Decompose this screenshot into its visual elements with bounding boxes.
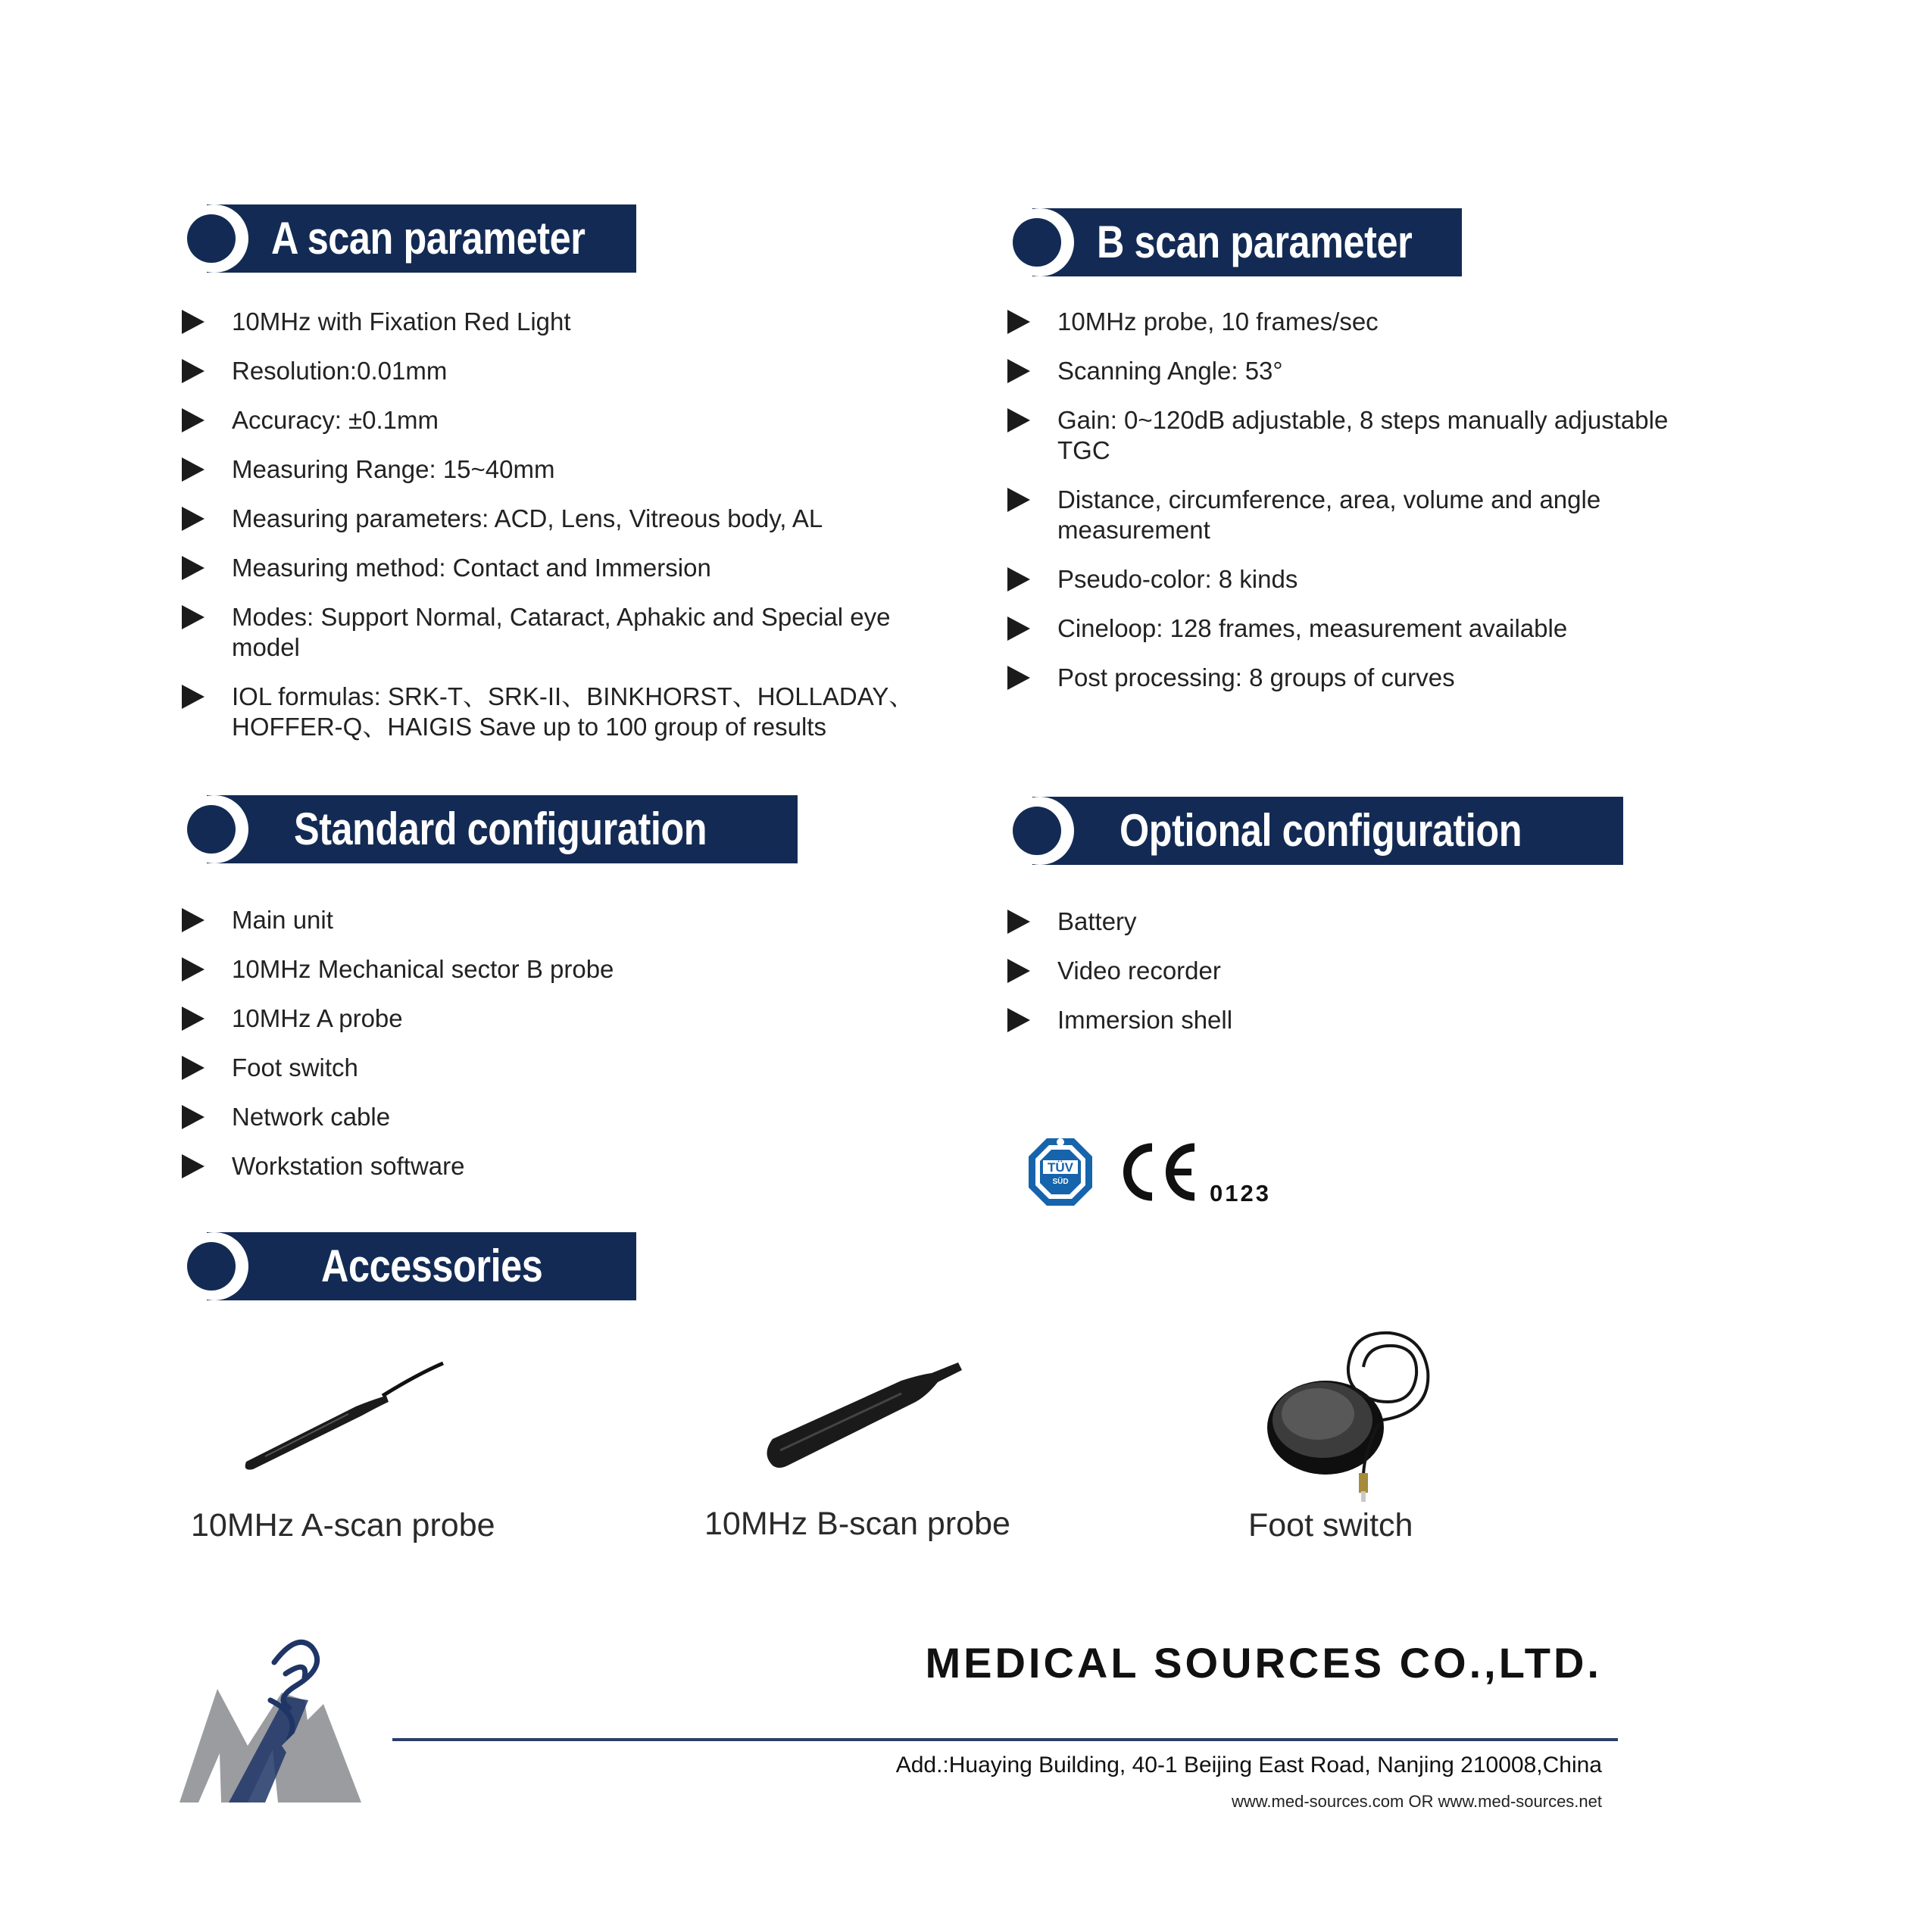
list-item: 10MHz Mechanical sector B probe	[182, 954, 863, 985]
company-name: MEDICAL SOURCES CO.,LTD.	[925, 1639, 1602, 1687]
triangle-bullet-icon	[1007, 408, 1030, 432]
list-item: Workstation software	[182, 1151, 863, 1181]
triangle-bullet-icon	[1007, 616, 1030, 641]
standard-config-list	[182, 905, 863, 1181]
a-scan-header	[180, 204, 636, 273]
svg-text:SÜD: SÜD	[1052, 1178, 1069, 1186]
b-scan-list	[1007, 307, 1704, 693]
tuv-certification-icon	[1026, 1136, 1095, 1208]
b-scan-title: B scan parameter	[1097, 217, 1413, 267]
bullet-circle-icon	[187, 805, 236, 854]
optional-config-list	[1007, 907, 1689, 1035]
bullet-circle-icon	[1013, 218, 1061, 267]
bullet-circle-icon	[187, 214, 236, 263]
list-item: Measuring parameters: ACD, Lens, Vitreous body, AL	[182, 504, 932, 534]
list-item: Cineloop: 128 frames, measurement available	[1007, 613, 1704, 644]
optional-config-title: Optional configuration	[1120, 805, 1522, 856]
triangle-bullet-icon	[182, 1105, 205, 1129]
a-scan-list	[182, 307, 932, 742]
standard-config-header	[180, 795, 798, 863]
optional-config-header	[1006, 797, 1623, 865]
list-item: Modes: Support Normal, Cataract, Aphakic and Special eye model	[182, 602, 959, 663]
footer-divider	[392, 1738, 1618, 1741]
triangle-bullet-icon	[182, 957, 205, 982]
triangle-bullet-icon	[1007, 910, 1030, 934]
triangle-bullet-icon	[1007, 359, 1030, 383]
list-item: Measuring method: Contact and Immersion	[182, 553, 932, 583]
list-item: Measuring Range: 15~40mm	[182, 454, 932, 485]
list-item: Post processing: 8 groups of curves	[1007, 663, 1704, 693]
b-scan-header	[1006, 208, 1462, 276]
a-scan-probe-image	[235, 1352, 454, 1473]
triangle-bullet-icon	[182, 908, 205, 932]
list-item: 10MHz A probe	[182, 1003, 863, 1034]
bullet-circle-icon	[1013, 807, 1061, 855]
triangle-bullet-icon	[1007, 1008, 1030, 1032]
list-item: 10MHz with Fixation Red Light	[182, 307, 932, 337]
triangle-bullet-icon	[182, 685, 205, 709]
list-item: IOL formulas: SRK-T、SRK-II、BINKHORST、HOLLADAY、HOFFER-Q、HAIGIS Save up to 100 group of results	[182, 682, 959, 742]
triangle-bullet-icon	[182, 359, 205, 383]
accessories-title: Accessories	[321, 1241, 543, 1291]
triangle-bullet-icon	[182, 605, 205, 629]
list-item: Video recorder	[1007, 956, 1689, 986]
triangle-bullet-icon	[182, 1154, 205, 1178]
list-item: Main unit	[182, 905, 863, 935]
b-scan-probe-caption: 10MHz B-scan probe	[704, 1506, 1010, 1542]
bullet-circle-icon	[187, 1242, 236, 1291]
list-item: Gain: 0~120dB adjustable, 8 steps manually adjustable TGC	[1007, 405, 1704, 466]
list-item: Network cable	[182, 1102, 863, 1132]
svg-text:TÜV: TÜV	[1048, 1160, 1073, 1175]
foot-switch-image	[1257, 1322, 1447, 1503]
list-item: Immersion shell	[1007, 1005, 1689, 1035]
foot-switch-caption: Foot switch	[1248, 1507, 1413, 1543]
triangle-bullet-icon	[1007, 567, 1030, 591]
ce-number: 0123	[1210, 1180, 1271, 1206]
company-logo	[176, 1632, 380, 1806]
triangle-bullet-icon	[1007, 488, 1030, 512]
list-item: Scanning Angle: 53°	[1007, 356, 1704, 386]
triangle-bullet-icon	[182, 457, 205, 482]
triangle-bullet-icon	[182, 556, 205, 580]
triangle-bullet-icon	[182, 507, 205, 531]
list-item: Battery	[1007, 907, 1689, 937]
list-item: Pseudo-color: 8 kinds	[1007, 564, 1704, 595]
ce-mark-icon	[1119, 1140, 1202, 1204]
company-websites: www.med-sources.com OR www.med-sources.net	[1231, 1792, 1602, 1811]
company-address: Add.:Huaying Building, 40-1 Beijing East Road, Nanjing 210008,China	[895, 1753, 1602, 1778]
list-item: Foot switch	[182, 1053, 863, 1083]
triangle-bullet-icon	[182, 1007, 205, 1031]
list-item: Accuracy: ±0.1mm	[182, 405, 932, 435]
triangle-bullet-icon	[1007, 310, 1030, 334]
a-scan-title: A scan parameter	[271, 213, 586, 264]
a-scan-probe-caption: 10MHz A-scan probe	[191, 1507, 495, 1543]
accessories-header	[180, 1232, 636, 1300]
list-item: Resolution:0.01mm	[182, 356, 932, 386]
triangle-bullet-icon	[182, 408, 205, 432]
triangle-bullet-icon	[182, 310, 205, 334]
list-item: 10MHz probe, 10 frames/sec	[1007, 307, 1704, 337]
triangle-bullet-icon	[1007, 666, 1030, 690]
b-scan-probe-image	[757, 1352, 1007, 1473]
triangle-bullet-icon	[1007, 959, 1030, 983]
list-item: Distance, circumference, area, volume and angle measurement	[1007, 485, 1704, 545]
triangle-bullet-icon	[182, 1056, 205, 1080]
standard-config-title: Standard configuration	[294, 804, 707, 854]
